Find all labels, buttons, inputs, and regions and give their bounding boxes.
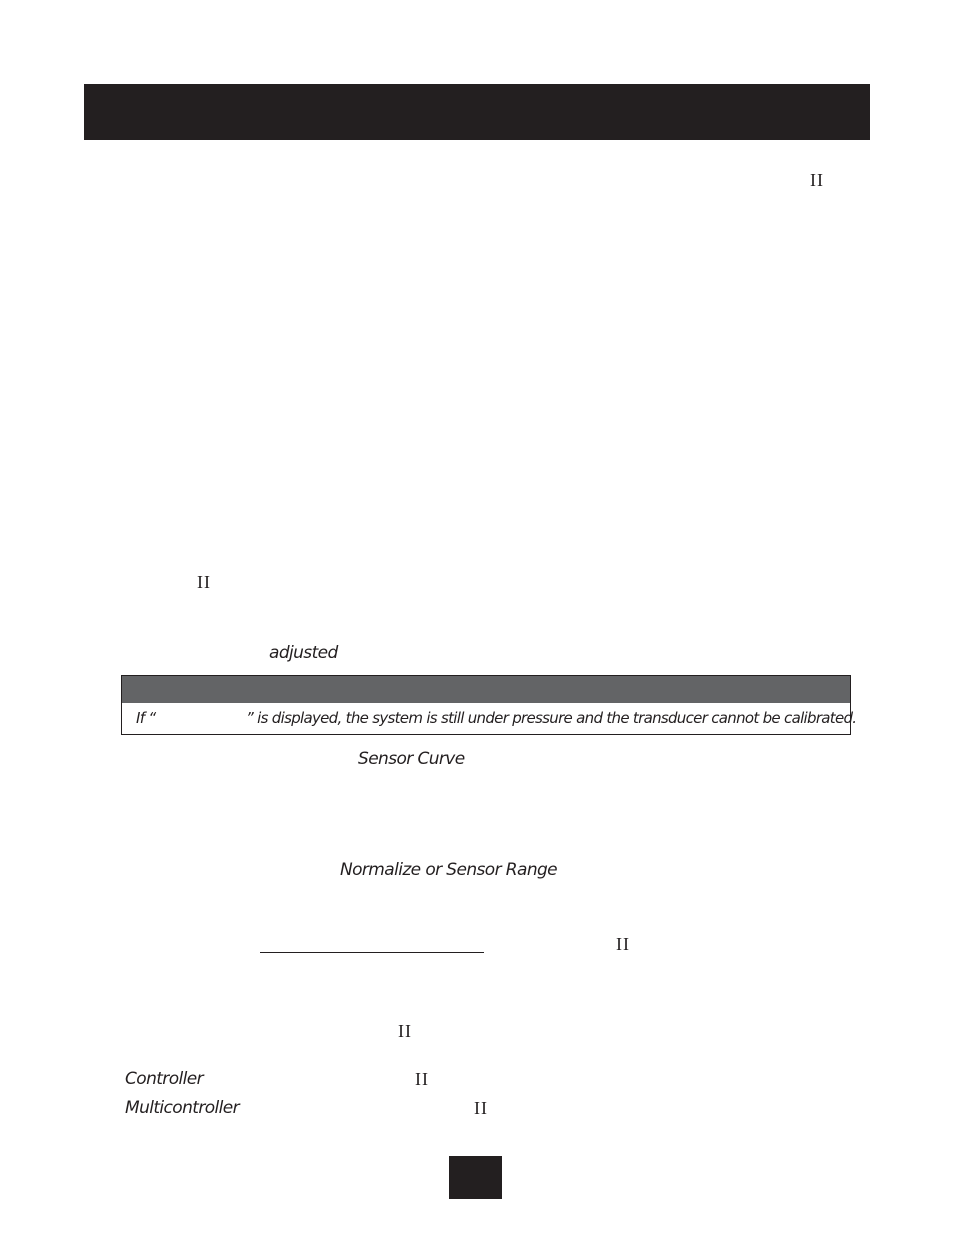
roman-numeral-marker: II — [810, 170, 824, 190]
roman-numeral-marker: II — [474, 1098, 488, 1118]
adjusted-label: adjusted — [269, 643, 338, 663]
note-text-end: ” is displayed, the system is still under pressure and the transducer cannot be calibrated. — [246, 709, 857, 727]
header-bar — [84, 84, 870, 140]
normalize-or-sensor-range-label: Normalize or Sensor Range — [340, 860, 558, 880]
note-header — [122, 676, 850, 703]
note-body — [122, 703, 857, 734]
sensor-curve-label: Sensor Curve — [358, 749, 465, 769]
multicontroller-label: Multicontroller — [125, 1098, 240, 1118]
controller-label: Controller — [125, 1069, 203, 1089]
roman-numeral-marker: II — [415, 1069, 429, 1089]
underline-rule — [260, 952, 484, 953]
roman-numeral-marker: II — [616, 934, 630, 954]
note-box — [121, 675, 857, 735]
page-number-box — [449, 1156, 502, 1199]
note-text-start: If “ — [136, 709, 156, 727]
roman-numeral-marker: II — [398, 1021, 412, 1041]
roman-numeral-marker: II — [197, 572, 211, 592]
